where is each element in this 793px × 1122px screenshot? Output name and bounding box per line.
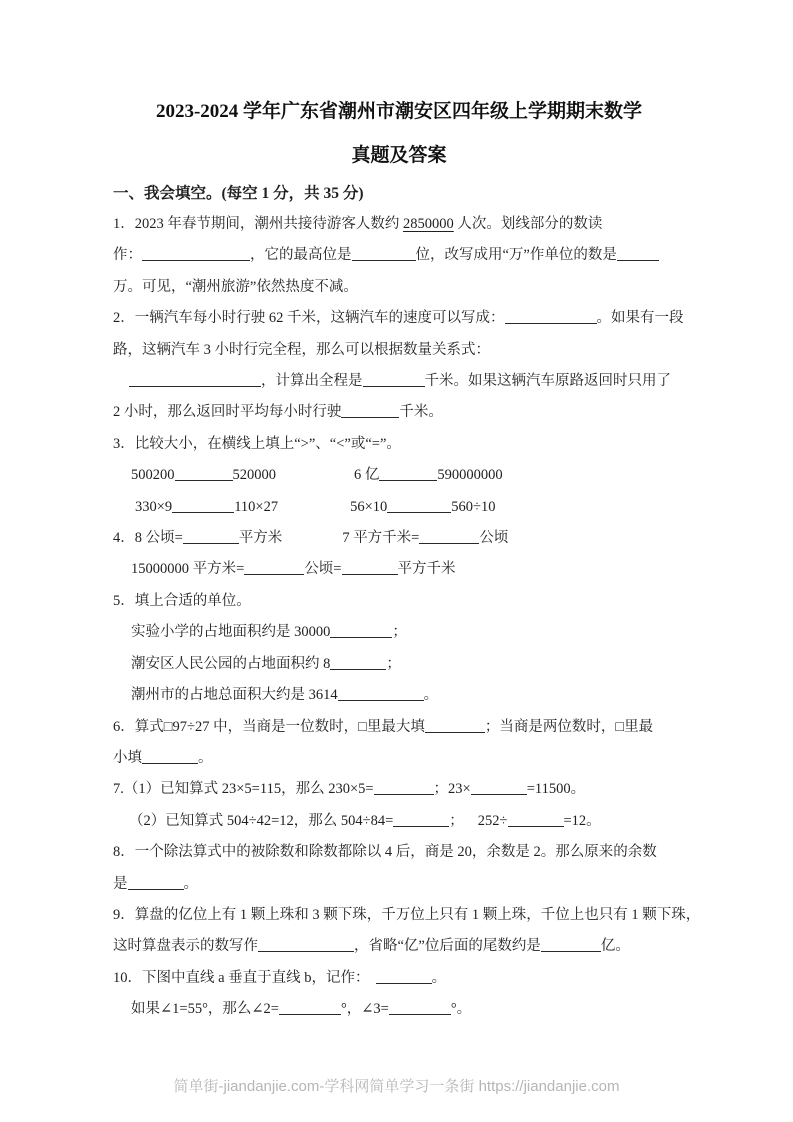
question-text: 560÷10 bbox=[451, 498, 496, 515]
question-text: 实验小学的占地面积约是 30000 bbox=[131, 624, 331, 641]
answer-blank bbox=[330, 622, 392, 638]
question-text: ，省略“亿”位后面的尾数约是 bbox=[354, 938, 541, 955]
underlined-number: 2850000 bbox=[403, 216, 454, 232]
answer-blank bbox=[183, 528, 239, 544]
page-content bbox=[0, 90, 793, 1026]
question-text: 人次。划线部分的数读 bbox=[453, 216, 603, 232]
answer-blank bbox=[279, 999, 341, 1015]
question-text: 7 平方千米= bbox=[342, 530, 420, 547]
question-text: ； bbox=[386, 655, 401, 672]
answer-blank bbox=[541, 936, 601, 952]
question-text: 5．填上合适的单位。 bbox=[113, 592, 251, 609]
question-line bbox=[113, 303, 685, 334]
question-text: 。如果有一段 bbox=[596, 310, 684, 327]
question-line bbox=[113, 240, 685, 271]
question-text: =12。 bbox=[563, 812, 601, 829]
answer-blank bbox=[374, 779, 434, 795]
question-text: 8．一个除法算式中的被除数和除数都除以 4 后，商是 20，余数是 2。那么原来的余数 bbox=[113, 844, 657, 861]
question-text: ；23× bbox=[433, 781, 471, 798]
question-line bbox=[113, 963, 685, 994]
question-line bbox=[113, 209, 685, 240]
question-text: 330×9 bbox=[135, 498, 173, 515]
watermark-footer: 简单街-jiandanjie.com-学科网简单学习一条街 https://jiandanjie.com bbox=[173, 1078, 620, 1095]
answer-blank bbox=[338, 685, 424, 701]
question-text: 9．算盘的亿位上有 1 颗上珠和 3 颗下珠，千万位上只有 1 颗上珠，千位上也只有 1 颗下珠， bbox=[113, 906, 701, 923]
question-text: ，它的最高位是 bbox=[250, 247, 352, 264]
spacer bbox=[113, 1012, 131, 1013]
question-text: 520000 bbox=[232, 467, 276, 484]
answer-blank bbox=[393, 811, 449, 827]
answer-blank bbox=[142, 245, 250, 261]
spacer bbox=[113, 698, 131, 699]
section-heading: 一、我会填空。(每空 1 分，共 35 分) bbox=[113, 185, 364, 202]
answer-blank bbox=[376, 968, 432, 984]
question-text: 4．8 公顷= bbox=[113, 530, 183, 547]
answer-blank bbox=[419, 528, 479, 544]
question-line bbox=[113, 429, 685, 460]
question-text: 这时算盘表示的数写作 bbox=[113, 938, 258, 955]
question-line bbox=[113, 586, 685, 617]
question-text: °。 bbox=[450, 1001, 472, 1018]
question-text: 是 bbox=[113, 875, 128, 892]
question-line bbox=[113, 712, 685, 743]
answer-blank bbox=[617, 245, 659, 261]
question-text: 2．一辆汽车每小时行驶 62 千米，这辆汽车的速度可以写成： bbox=[113, 310, 505, 327]
question-text: 作： bbox=[113, 247, 142, 264]
page-title bbox=[113, 90, 685, 178]
question-text: 潮安区人民公园的占地面积约 8 bbox=[131, 655, 331, 672]
question-text: 位，改写成用“万”作单位的数是 bbox=[415, 247, 617, 264]
question-line bbox=[113, 523, 685, 554]
question-text: 110×27 bbox=[234, 498, 279, 515]
answer-blank bbox=[505, 308, 597, 324]
answer-blank bbox=[342, 559, 398, 575]
question-line bbox=[113, 492, 685, 523]
question-line bbox=[113, 272, 685, 303]
answer-blank bbox=[341, 402, 399, 418]
question-line bbox=[113, 806, 685, 837]
question-text: 1．2023 年春节期间，潮州共接待游客人数约 bbox=[113, 216, 403, 232]
question-line bbox=[113, 335, 685, 366]
question-line bbox=[113, 617, 685, 648]
question-text: 潮州市的占地总面积大约是 3614 bbox=[131, 687, 338, 704]
answer-blank bbox=[508, 811, 564, 827]
question-line bbox=[113, 900, 701, 931]
answer-blank bbox=[258, 936, 354, 952]
question-text: 亿。 bbox=[600, 938, 630, 955]
question-text: 。 bbox=[198, 749, 213, 766]
question-text: 公顷 bbox=[479, 530, 509, 547]
question-line bbox=[113, 649, 685, 680]
answer-blank bbox=[387, 497, 451, 513]
question-line bbox=[113, 460, 685, 491]
question-text: 千米。 bbox=[399, 404, 443, 421]
spacer bbox=[278, 510, 350, 511]
question-text: 平方米 bbox=[238, 530, 283, 547]
question-line bbox=[113, 366, 685, 397]
question-text: 。 bbox=[183, 875, 198, 892]
question-text: 。 bbox=[423, 687, 439, 704]
answer-blank bbox=[175, 465, 233, 481]
question-text: 平方千米 bbox=[397, 561, 456, 578]
question-text: ； bbox=[392, 624, 407, 641]
question-text: （2）已知算式 504÷42=12，那么 504÷84= bbox=[129, 812, 394, 829]
spacer bbox=[113, 667, 131, 668]
question-text: 10．下图中直线 a 垂直于直线 b，记作： bbox=[113, 969, 370, 986]
question-text: 万。可见，“潮州旅游”依然热度不减。 bbox=[113, 278, 358, 295]
answer-blank bbox=[352, 245, 416, 261]
spacer bbox=[113, 478, 131, 479]
question-text: ；当商是两位数时，□里最 bbox=[484, 718, 654, 735]
question-line bbox=[113, 743, 685, 774]
question-text: 2 小时，那么返回时平均每小时行驶 bbox=[113, 404, 342, 421]
questions bbox=[113, 209, 701, 1026]
spacer bbox=[113, 384, 129, 385]
question-text: 56×10 bbox=[350, 498, 388, 515]
question-line bbox=[113, 994, 685, 1025]
question-line bbox=[113, 554, 685, 585]
question-text: °，∠3= bbox=[340, 1001, 389, 1018]
question-text: 小填 bbox=[113, 749, 142, 766]
question-text: 公顷= bbox=[304, 561, 342, 578]
answer-blank bbox=[389, 999, 451, 1015]
question-text: 500200 bbox=[131, 467, 175, 484]
answer-blank bbox=[363, 371, 425, 387]
answer-blank bbox=[129, 371, 261, 387]
question-text: 6．算式□97÷27 中，当商是一位数时，□里最大填 bbox=[113, 718, 425, 735]
spacer bbox=[464, 824, 478, 825]
question-text: ； bbox=[449, 812, 464, 829]
question-line bbox=[113, 931, 685, 962]
question-text: 252÷ bbox=[477, 812, 508, 829]
answer-blank bbox=[471, 779, 527, 795]
question-line bbox=[113, 774, 685, 805]
question-text: 7.（1）已知算式 23×5=115，那么 230×5= bbox=[113, 781, 374, 798]
question-text: 如果∠1=55°，那么∠2= bbox=[131, 1001, 279, 1018]
spacer bbox=[113, 824, 129, 825]
spacer bbox=[113, 510, 135, 511]
answer-blank bbox=[244, 559, 304, 575]
spacer bbox=[276, 478, 354, 479]
question-line bbox=[113, 869, 685, 900]
answer-blank bbox=[425, 717, 485, 733]
answer-blank bbox=[330, 654, 386, 670]
spacer bbox=[282, 541, 342, 542]
answer-blank bbox=[172, 497, 234, 513]
question-text: 590000000 bbox=[437, 467, 503, 484]
question-text: 3．比较大小，在横线上填上“>”、“<”或“=”。 bbox=[113, 435, 401, 452]
answer-blank bbox=[142, 748, 198, 764]
spacer bbox=[113, 572, 131, 573]
question-text: 15000000 平方米= bbox=[131, 561, 245, 578]
question-text: =11500。 bbox=[526, 781, 586, 798]
question-text: 6 亿 bbox=[354, 467, 380, 484]
question-text: 。 bbox=[431, 969, 447, 986]
question-text: ，计算出全程是 bbox=[261, 373, 363, 390]
answer-blank bbox=[128, 874, 184, 890]
question-line bbox=[113, 837, 685, 868]
page-title-line-1: 2023-2024 学年广东省潮州市潮安区四年级上学期期末数学 bbox=[155, 101, 643, 122]
answer-blank bbox=[379, 465, 437, 481]
question-text: 路，这辆汽车 3 小时行完全程，那么可以根据数量关系式： bbox=[113, 341, 490, 358]
spacer bbox=[113, 635, 131, 636]
question-text: 千米。如果这辆汽车原路返回时只用了 bbox=[424, 373, 671, 390]
question-line bbox=[113, 397, 685, 428]
page-title-line-2: 真题及答案 bbox=[351, 145, 447, 166]
question-line bbox=[113, 680, 685, 711]
